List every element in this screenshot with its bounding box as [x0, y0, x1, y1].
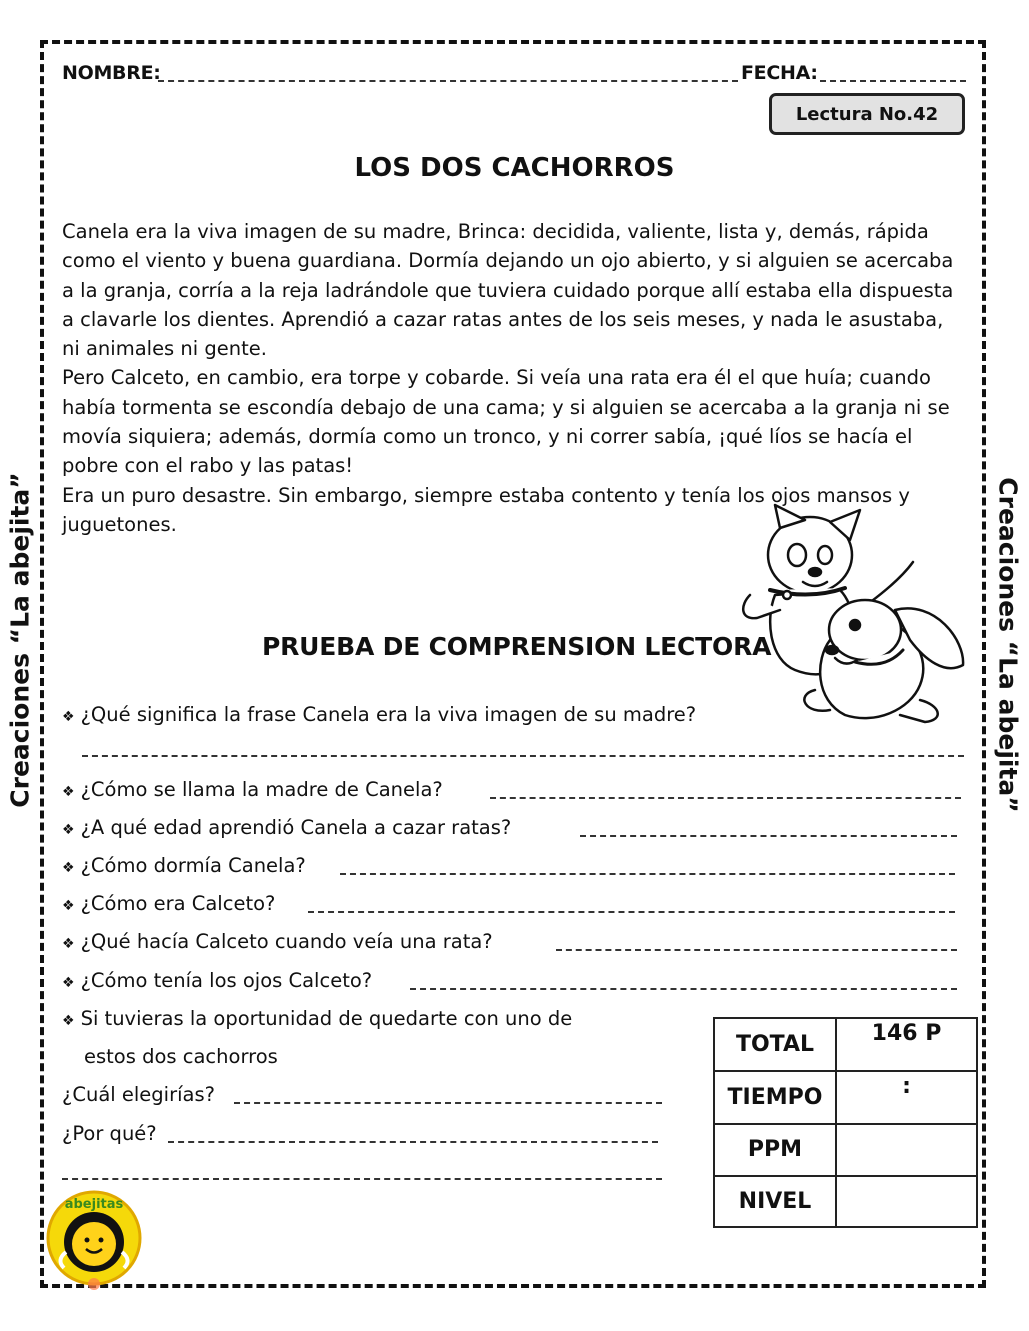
score-label: TIEMPO — [714, 1071, 836, 1124]
side-credit-right: Creaciones “La abejita” — [993, 477, 1023, 813]
name-label: NOMBRE: — [62, 62, 161, 84]
why-label: ¿Por qué? — [62, 1122, 157, 1145]
question-5: ❖ ¿Cómo era Calceto? — [62, 892, 276, 915]
why-answer-line-2[interactable] — [62, 1178, 662, 1180]
score-row-level — [714, 1176, 977, 1227]
question-1: ❖ ¿Qué significa la frase Canela era la viva imagen de su madre? — [62, 703, 697, 726]
answer-line-1[interactable] — [82, 755, 964, 757]
score-label: TOTAL — [714, 1018, 836, 1071]
choice-label: ¿Cuál elegirías? — [62, 1083, 215, 1106]
story-paragraph-3: Era un puro desastre. Sin embargo, siempre estaba contento y tenía los ojos mansos y juguetones. — [62, 483, 910, 536]
quiz-title: PRUEBA DE COMPRENSION LECTORA — [262, 632, 772, 661]
story-text — [62, 217, 967, 539]
score-row-ppm — [714, 1124, 977, 1175]
question-8: ❖ Si tuvieras la oportunidad de quedarte con uno de — [62, 1007, 573, 1030]
answer-line-4[interactable] — [340, 873, 955, 875]
score-table — [713, 1017, 978, 1228]
story-paragraph-2: Pero Calceto, en cambio, era torpe y cobarde. Si veía una rata era él el que huía; cuando había tormenta se escondía debajo de una cama; y si alguien se acercaba a la granja ni se movía siquiera; además, dormía como un tronco, y ni correr sabía, ¡qué líos se hacía el pobre con el rabo y las patas! — [62, 366, 950, 478]
bullet-icon: ❖ — [62, 898, 75, 914]
question-2: ❖ ¿Cómo se llama la madre de Canela? — [62, 778, 443, 801]
reading-number-badge: Lectura No.42 — [769, 93, 965, 135]
score-row-time — [714, 1071, 977, 1124]
question-7: ❖ ¿Cómo tenía los ojos Calceto? — [62, 969, 373, 992]
bullet-icon: ❖ — [62, 860, 75, 876]
answer-line-3[interactable] — [580, 835, 957, 837]
date-label: FECHA: — [741, 62, 818, 84]
score-value[interactable] — [836, 1124, 977, 1175]
score-value[interactable] — [836, 1176, 977, 1227]
choice-answer-line[interactable] — [234, 1102, 662, 1104]
bee-logo-icon — [44, 1190, 144, 1290]
answer-line-7[interactable] — [410, 988, 957, 990]
question-3: ❖ ¿A qué edad aprendió Canela a cazar ratas? — [62, 816, 512, 839]
bullet-icon: ❖ — [62, 975, 75, 991]
bullet-icon: ❖ — [62, 1013, 75, 1029]
score-value[interactable]: 146 P — [836, 1018, 977, 1071]
bullet-icon: ❖ — [62, 822, 75, 838]
score-label: PPM — [714, 1124, 836, 1175]
bullet-icon: ❖ — [62, 784, 75, 800]
why-answer-line[interactable] — [168, 1141, 658, 1143]
side-credit-left: Creaciones “La abejita” — [5, 472, 35, 808]
story-paragraph-1: Canela era la viva imagen de su madre, Brinca: decidida, valiente, lista y, demás, rápida como el viento y buena guardiana. Dormía dejando un ojo abierto, y si alguien se acercaba a la granja, corría a la reja ladrándole que tuviera cuidado porque allí estaba ella dispuesta a clavarle los dientes. Aprendió a cazar ratas antes de los seis meses, y nada le asustaba, ni animales ni gente. — [62, 220, 954, 361]
question-4: ❖ ¿Cómo dormía Canela? — [62, 854, 306, 877]
answer-line-6[interactable] — [556, 949, 957, 951]
bullet-icon: ❖ — [62, 709, 75, 725]
answer-line-5[interactable] — [308, 911, 955, 913]
puppies-illustration — [735, 500, 975, 730]
score-value[interactable]: : — [836, 1071, 977, 1124]
logo-text: abejitas — [64, 1197, 124, 1212]
story-title: LOS DOS CACHORROS — [354, 153, 675, 183]
score-row-total — [714, 1018, 977, 1071]
score-label: NIVEL — [714, 1176, 836, 1227]
name-field-line[interactable] — [158, 80, 738, 82]
date-field-line[interactable] — [820, 80, 966, 82]
answer-line-2[interactable] — [490, 797, 961, 799]
question-8-continued: estos dos cachorros — [84, 1045, 278, 1068]
bullet-icon: ❖ — [62, 936, 75, 952]
question-6: ❖ ¿Qué hacía Calceto cuando veía una rata? — [62, 930, 493, 953]
